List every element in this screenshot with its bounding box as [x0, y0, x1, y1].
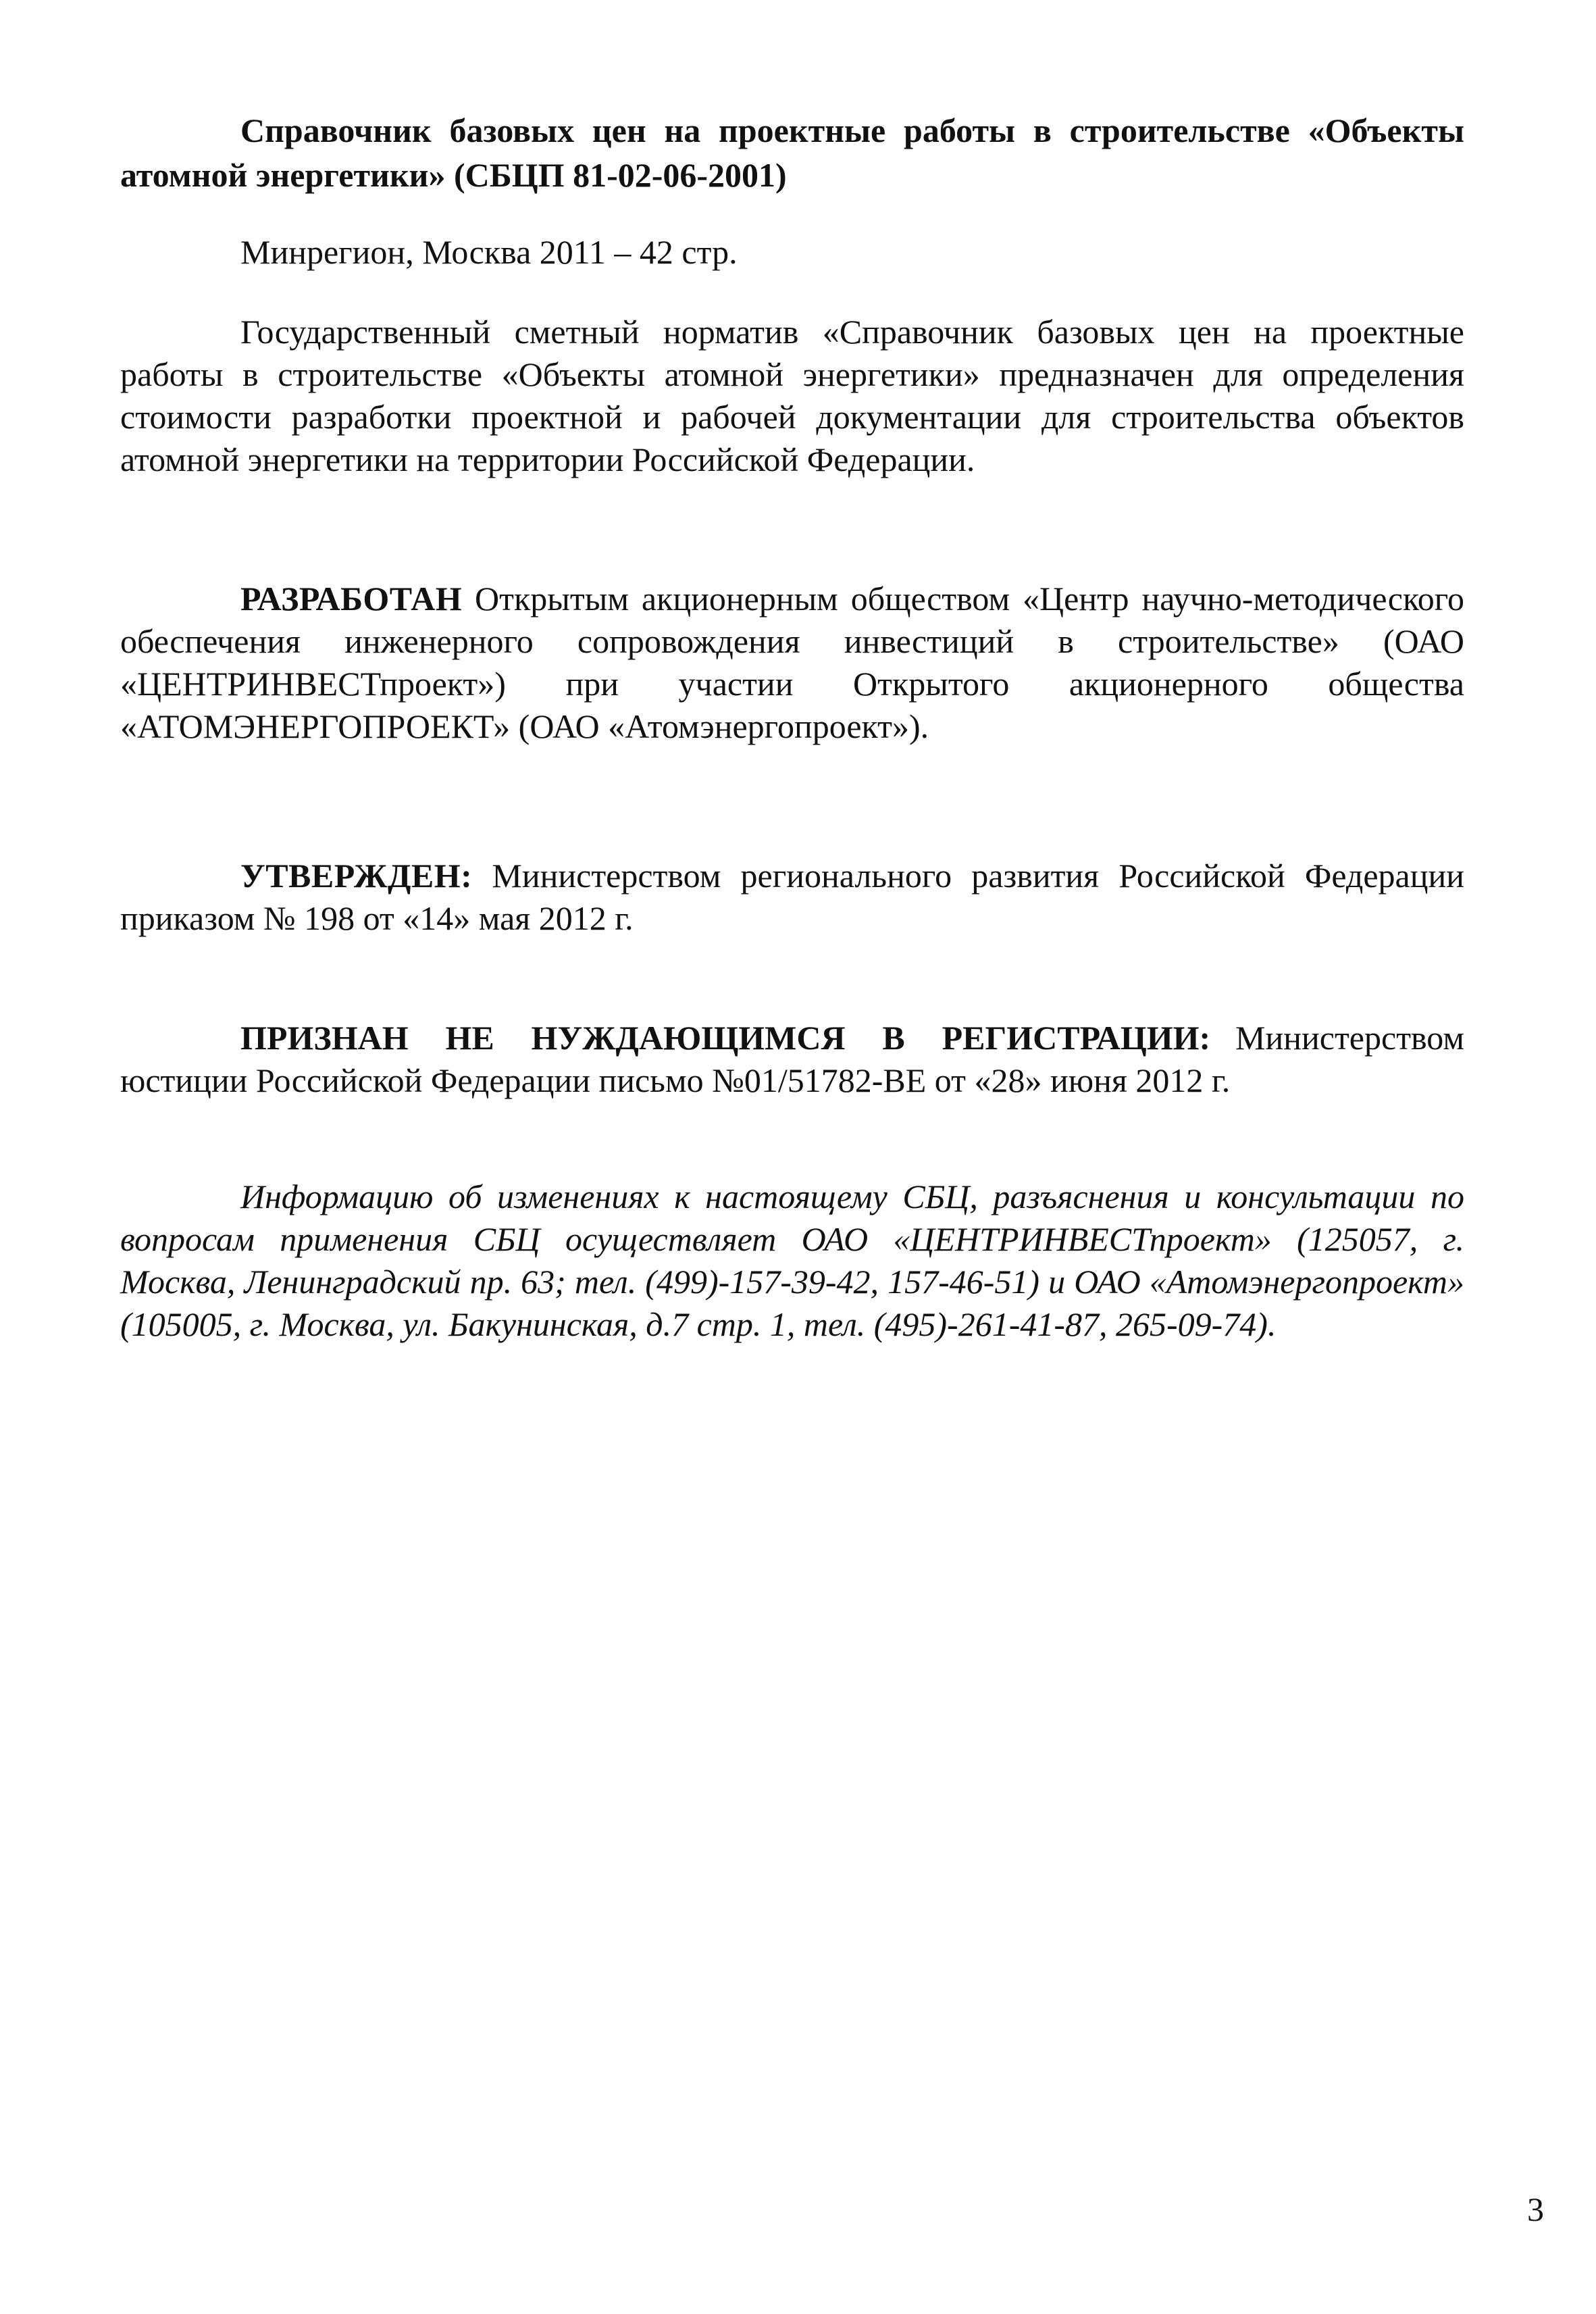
registration-paragraph [120, 1017, 1464, 1102]
page-number: 3 [1527, 2190, 1544, 2228]
approved-paragraph [120, 855, 1464, 940]
document-title: Справочник базовых цен на проектные работы в строительстве «Объекты атомной энергетики» (СБЦП 81-02-06-2001) [120, 111, 1464, 194]
developed-text: Открытым акционерным обществом «Центр научно-методического обеспечения инженерного сопровождения инвестиций в строительстве» (ОАО «ЦЕНТРИНВЕСТпроект») при участии Открытого акционерного общества «АТОМЭНЕРГОПРОЕКТ» (ОАО «Атомэнергопроект»). [120, 580, 1464, 745]
registration-label: ПРИЗНАН НЕ НУЖДАЮЩИМСЯ В РЕГИСТРАЦИИ: [240, 1019, 1211, 1057]
developed-paragraph [120, 578, 1464, 748]
publisher-line: Минрегион, Москва 2011 – 42 стр. [240, 233, 738, 271]
registration-text: Министерством юстиции Российской Федерации письмо №01/51782-ВЕ от «28» июня 2012 г. [120, 1019, 1464, 1099]
approved-label: УТВЕРЖДЕН: [240, 857, 473, 895]
approved-text: Министерством регионального развития Российской Федерации приказом № 198 от «14» мая 2012 г. [120, 857, 1464, 937]
developed-label: РАЗРАБОТАН [240, 580, 463, 618]
description-paragraph: Государственный сметный норматив «Справочник базовых цен на проектные работы в строительстве «Объекты атомной энергетики» предназначен для определения стоимости разработки проектной и рабочей документации для строительства объектов атомной энергетики на территории Российской Федерации. [120, 313, 1464, 478]
info-paragraph: Информацию об изменениях к настоящему СБЦ, разъяснения и консультации по вопросам применения СБЦ осуществляет ОАО «ЦЕНТРИНВЕСТпроект» (125057, г. Москва, Ленинградский пр. 63; тел. (499)-157-39-42, 157-46-51) и ОАО «Атомэнергопроект» (105005, г. Москва, ул. Бакунинская, д.7 стр. 1, тел. (495)-261-41-87, 265-09-74). [120, 1178, 1464, 1343]
